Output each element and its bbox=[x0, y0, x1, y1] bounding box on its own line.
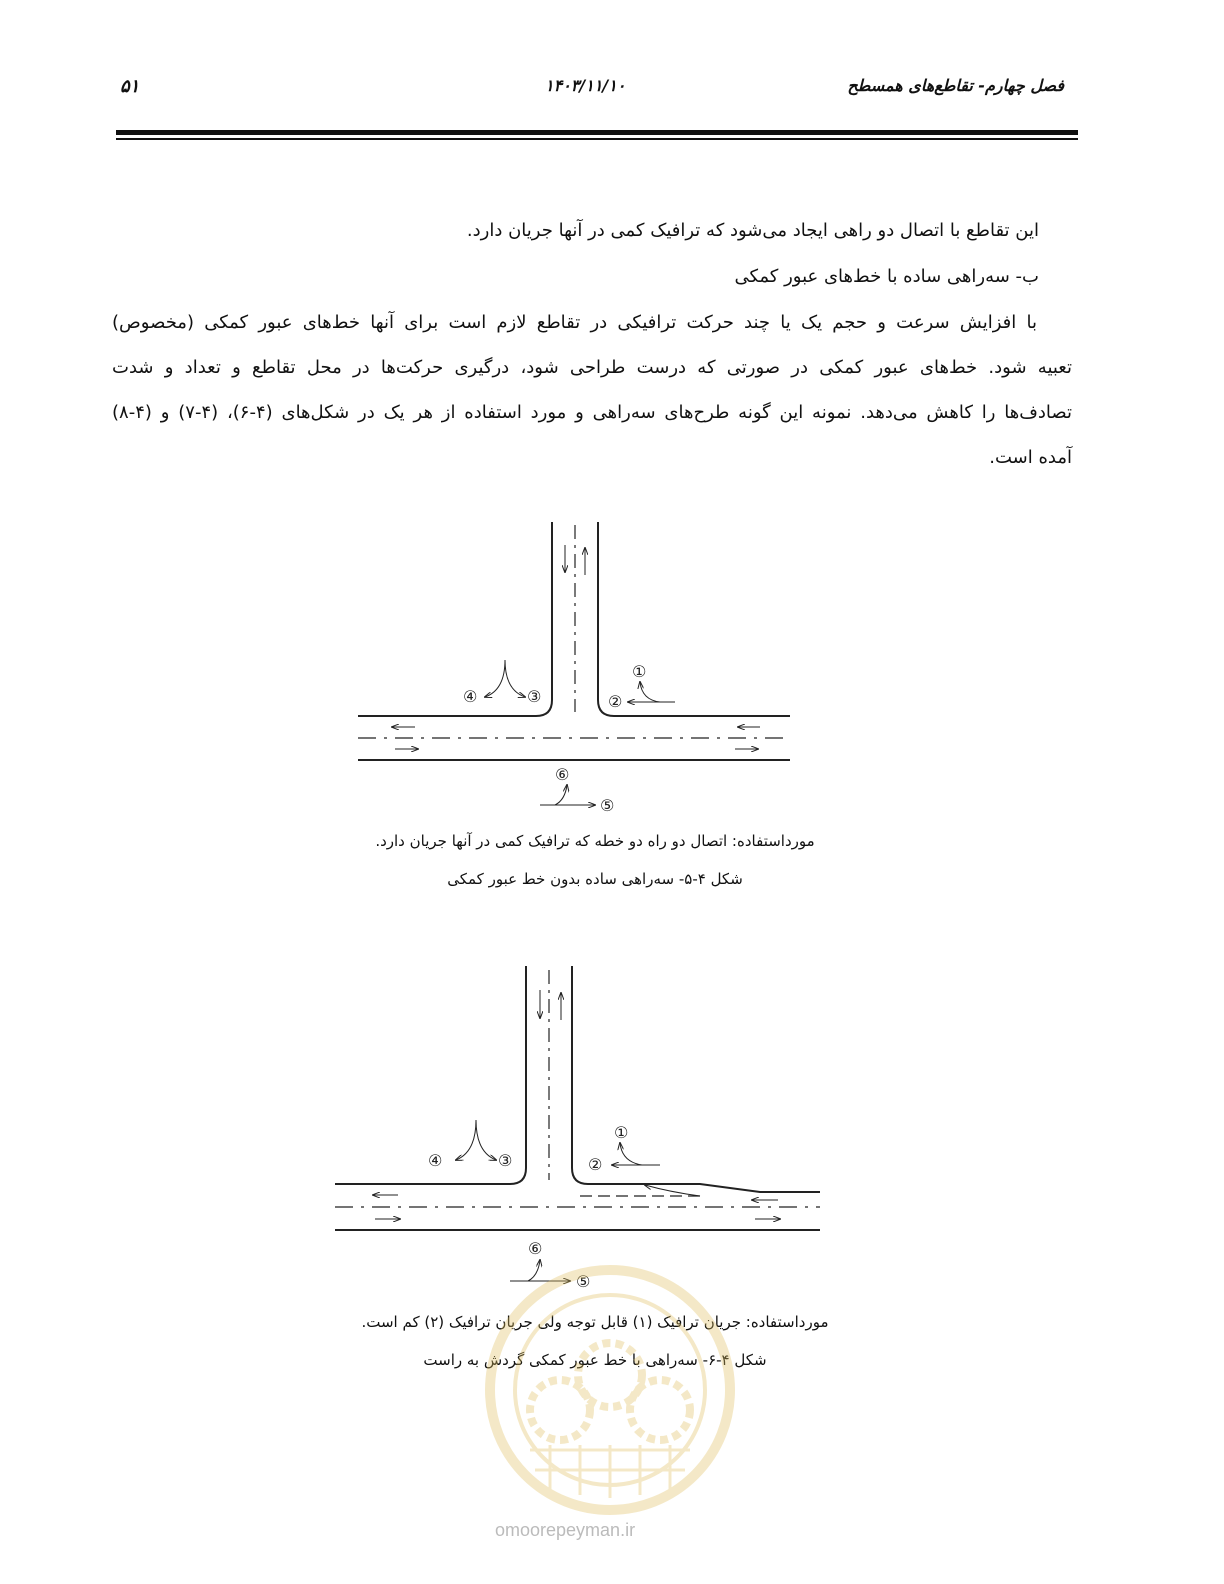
figure-2-caption: شکل ۴-۶- سه‌راهی با خط عبور کمکی گردش به راست bbox=[423, 1351, 767, 1369]
label-4: ④ bbox=[428, 1151, 443, 1170]
label-5: ⑤ bbox=[600, 796, 615, 815]
road-edge-right bbox=[598, 522, 790, 716]
label-5: ⑤ bbox=[576, 1272, 591, 1291]
turn-arrow-3 bbox=[476, 1120, 496, 1160]
turn-arrow-1 bbox=[620, 1143, 642, 1165]
paragraph-line: تصادف‌ها را کاهش می‌دهد. نمونه این گونه طرح‌های سه‌راهی و مورد استفاده از هر یک در شکل‌های (۴-۶)، (۴-۷) و (۴-۸) bbox=[112, 402, 1072, 423]
paragraph-line: با افزایش سرعت و حجم یک یا چند حرکت ترافیکی در تقاطع لازم است برای آنها خط‌های عبور کمکی (مخصوص) bbox=[112, 312, 1037, 333]
turn-arrow-4 bbox=[456, 1120, 476, 1160]
label-1: ① bbox=[614, 1123, 629, 1142]
page-number: ۵۱ bbox=[120, 76, 140, 97]
label-4: ④ bbox=[463, 687, 478, 706]
section-heading-b: ب- سه‌راهی ساده با خط‌های عبور کمکی bbox=[734, 266, 1039, 287]
label-3: ③ bbox=[527, 687, 542, 706]
figure-2-usage: مورداستفاده: جریان ترافیک (۱) قابل توجه ولی جریان ترافیک (۲) کم است. bbox=[361, 1313, 829, 1331]
watermark-url: omoorepeyman.ir bbox=[495, 1520, 636, 1540]
figure-2-diagram bbox=[335, 966, 820, 1230]
label-1: ① bbox=[632, 662, 647, 681]
label-2: ② bbox=[588, 1155, 603, 1174]
road-edge-left bbox=[358, 522, 552, 716]
watermark-logo bbox=[480, 1260, 740, 1520]
label-2: ② bbox=[608, 692, 623, 711]
turn-arrow-1 bbox=[640, 682, 660, 702]
figure-1-usage: مورداستفاده: اتصال دو راه دو خطه که ترافیک کمی در آنها جریان دارد. bbox=[375, 832, 815, 850]
paragraph-line: تعبیه شود. خط‌های عبور کمکی در صورتی که درست طراحی شود، درگیری حرکت‌ها در محل تقاطع و تعداد و شدت bbox=[112, 357, 1072, 378]
road-edge-right-taper bbox=[572, 966, 820, 1192]
label-3: ③ bbox=[498, 1151, 513, 1170]
auxiliary-turn-arrow bbox=[645, 1185, 700, 1196]
turn-arrow-3 bbox=[505, 660, 525, 697]
figure-1-arrows bbox=[392, 545, 760, 805]
paragraph-intro: این تقاطع با اتصال دو راهی ایجاد می‌شود که ترافیک کمی در آنها جریان دارد. bbox=[466, 220, 1039, 241]
figure-2-arrows bbox=[373, 990, 780, 1281]
turn-arrow-4 bbox=[485, 660, 505, 697]
label-6: ⑥ bbox=[528, 1239, 543, 1258]
figure-1-diagram bbox=[358, 522, 790, 760]
chapter-title: فصل چهارم- تقاطع‌های همسطح bbox=[847, 76, 1064, 95]
turn-arrow-6 bbox=[555, 785, 567, 805]
header-date: ۱۴۰۳/۱۱/۱۰ bbox=[545, 76, 626, 95]
paragraph-line: آمده است. bbox=[989, 447, 1072, 468]
figure-1-caption: شکل ۴-۵- سه‌راهی ساده بدون خط عبور کمکی bbox=[447, 870, 743, 888]
label-6: ⑥ bbox=[555, 765, 570, 784]
